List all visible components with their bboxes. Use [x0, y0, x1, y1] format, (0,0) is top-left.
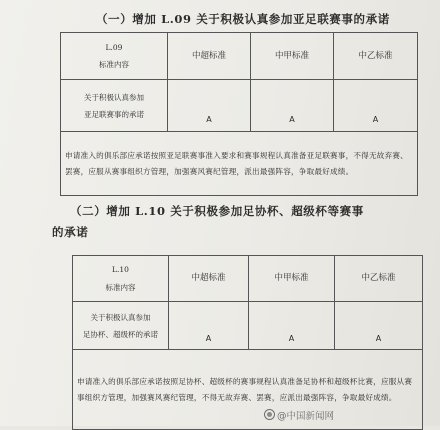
section2-standards-table	[72, 255, 423, 430]
section1-heading: （一）增加 L.09 关于积极认真参加亚足联赛事的承诺	[96, 12, 390, 26]
rating-cell	[251, 80, 334, 132]
row-label-line: 关于积极认真参加	[90, 312, 151, 322]
header-label-cell	[61, 33, 168, 80]
header-label: 标准内容	[105, 282, 136, 292]
rating-cell	[168, 80, 251, 132]
rating-cell	[249, 302, 335, 350]
column-header: 中乙标准	[334, 33, 418, 80]
requirement-note: 申请准入的俱乐部应承诺按照亚足联赛事准入要求和赛事规程认真准备亚足联赛事，不得无故弃赛、罢赛，应服从赛事组织方管理，加强赛风赛纪管理，派出最强阵容，争取最好成绩。	[61, 132, 418, 196]
rating-mark: A	[206, 115, 212, 125]
standard-code: L.10	[112, 265, 129, 275]
row-label-line: 足协杯、超级杯的承诺	[83, 329, 158, 339]
rating-mark: A	[372, 115, 379, 125]
rating-mark: A	[205, 334, 212, 344]
rating-mark: A	[375, 334, 382, 344]
rating-cell	[335, 302, 423, 350]
table-row	[61, 80, 418, 132]
column-header: 中乙标准	[335, 256, 423, 302]
rating-cell	[169, 302, 249, 350]
row-label-cell	[61, 80, 168, 132]
rating-mark: A	[288, 334, 295, 344]
column-header: 中甲标准	[249, 256, 335, 302]
row-label-cell	[73, 302, 169, 350]
column-header: 中甲标准	[251, 33, 334, 80]
table-row	[73, 302, 423, 350]
column-header: 中超标准	[168, 33, 251, 80]
requirement-note: 申请准入的俱乐部应承诺按照足协杯、超级杯的赛事规程认真准备足协杯和超级杯比赛，应服从赛事组织方管理，加强赛风赛纪管理，不得无故弃赛、罢赛，应派出最强阵容，争取最好成绩。	[73, 350, 423, 430]
header-label: 标准内容	[99, 60, 129, 69]
row-label-line: 亚足联赛事的承诺	[84, 109, 144, 119]
watermark-text: @中国新闻网	[277, 411, 335, 422]
section2-heading: （二）增加 L.10 关于积极参加足协杯、超级杯等赛事	[70, 204, 364, 218]
standard-code: L.09	[105, 42, 123, 52]
rating-cell	[334, 80, 418, 132]
column-header: 中超标准	[169, 256, 249, 302]
table-header-row	[61, 33, 418, 80]
source-watermark	[264, 408, 334, 422]
section2-heading-continued: 的承诺	[52, 225, 89, 239]
news-logo-icon	[264, 409, 275, 420]
table-note-row	[61, 132, 418, 196]
rating-mark: A	[289, 115, 295, 125]
row-label-line: 关于积极认真参加	[84, 92, 144, 102]
table-header-row	[73, 256, 423, 302]
section1-standards-table	[60, 32, 418, 196]
table-note-row	[73, 350, 423, 430]
header-label-cell	[73, 256, 169, 302]
